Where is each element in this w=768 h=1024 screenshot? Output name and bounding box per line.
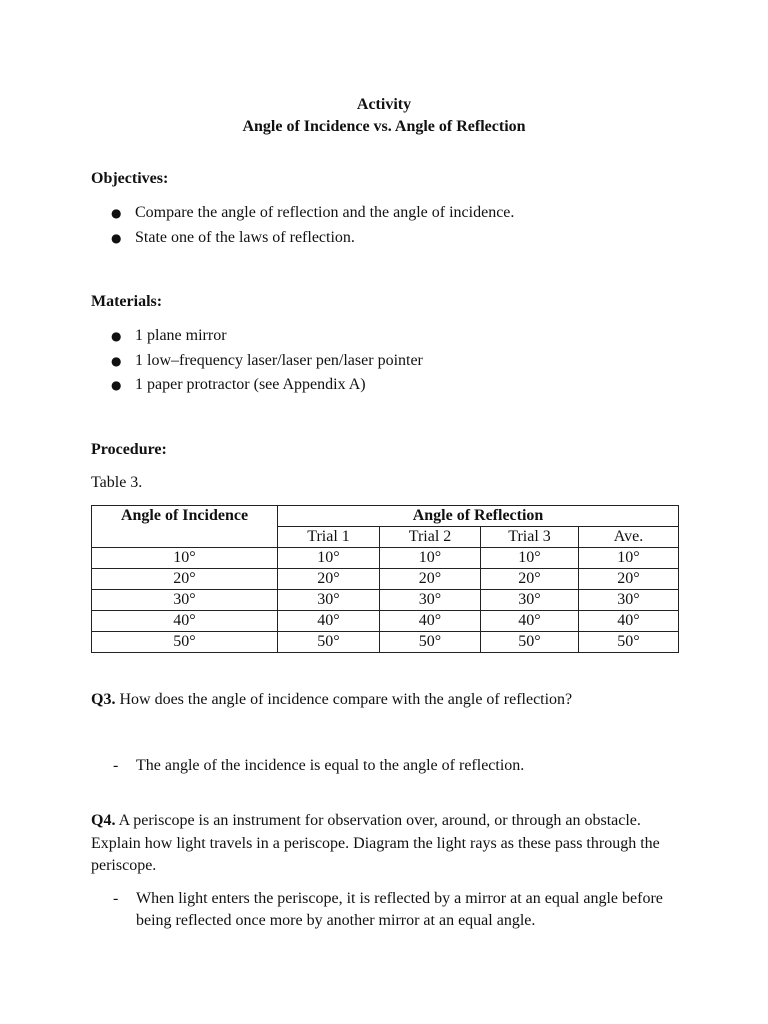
- table-cell: 10°: [278, 548, 380, 569]
- answer-dash: -: [113, 757, 119, 774]
- bullet-icon: ●: [111, 230, 122, 245]
- table-cell: 20°: [92, 569, 278, 590]
- list-item: [91, 201, 514, 226]
- table-cell: 30°: [579, 590, 679, 611]
- question-3: [91, 690, 691, 710]
- table-cell: 20°: [380, 569, 481, 590]
- objectives-heading: Objectives:: [91, 170, 169, 187]
- objectives-list: [91, 201, 514, 250]
- table-row: [92, 611, 679, 632]
- bullet-icon: ●: [111, 353, 122, 368]
- table-cell: 20°: [579, 569, 679, 590]
- table-cell: 50°: [481, 632, 579, 653]
- materials-heading: Materials:: [91, 293, 163, 310]
- table-cell: 20°: [481, 569, 579, 590]
- table-cell: 40°: [380, 611, 481, 632]
- list-item: [91, 324, 423, 349]
- question-text: How does the angle of incidence compare with the angle of reflection?: [115, 691, 573, 708]
- table-row: [92, 569, 679, 590]
- bullet-icon: ●: [111, 378, 122, 392]
- activity-subtitle: Angle of Incidence vs. Angle of Reflection: [242, 118, 526, 135]
- table-cell: 20°: [278, 569, 380, 590]
- material-text: 1 paper protractor (see Appendix A): [135, 376, 366, 393]
- table-cell: 50°: [579, 632, 679, 653]
- table-cell: 10°: [481, 548, 579, 569]
- list-item: [91, 349, 423, 374]
- table-header-row: [92, 506, 679, 527]
- table-cell: 50°: [92, 632, 278, 653]
- trial-header: Trial 3: [481, 527, 579, 548]
- question-label: Q3.: [91, 691, 116, 708]
- table-cell: 30°: [92, 590, 278, 611]
- table-cell: 40°: [579, 611, 679, 632]
- materials-list: [91, 324, 423, 398]
- answer-dash: -: [113, 890, 119, 907]
- incidence-header: Angle of Incidence: [92, 506, 278, 548]
- answer-4: [113, 888, 678, 932]
- table-row: [92, 590, 679, 611]
- objective-text: State one of the laws of reflection.: [135, 228, 355, 246]
- table-cell: 10°: [92, 548, 278, 569]
- list-item: [91, 226, 514, 251]
- table-row: [92, 548, 679, 569]
- table-cell: 50°: [278, 632, 380, 653]
- activity-title: Activity: [356, 96, 412, 113]
- average-header: Ave.: [579, 527, 679, 548]
- objective-text: Compare the angle of reflection and the angle of incidence.: [135, 204, 515, 221]
- table-cell: 40°: [92, 611, 278, 632]
- trial-header: Trial 1: [278, 527, 380, 548]
- table-cell: 10°: [579, 548, 679, 569]
- question-4: [91, 810, 681, 878]
- answer-3: [113, 756, 693, 776]
- table-caption: Table 3.: [91, 474, 143, 491]
- results-table: [91, 505, 679, 653]
- table-cell: 30°: [481, 590, 579, 611]
- answer-text: The angle of the incidence is equal to the angle of reflection.: [136, 757, 525, 774]
- list-item: [91, 373, 423, 398]
- table-cell: 10°: [380, 548, 481, 569]
- table-row: [92, 632, 679, 653]
- question-text: A periscope is an instrument for observation over, around, or through an obstacle. Explain how light travels in a periscope. Diagram the light rays as these pass through the periscope.: [91, 812, 660, 874]
- table-cell: 30°: [278, 590, 380, 611]
- table-cell: 40°: [278, 611, 380, 632]
- material-text: 1 plane mirror: [135, 327, 227, 344]
- table-cell: 50°: [380, 632, 481, 653]
- table-cell: 30°: [380, 590, 481, 611]
- material-text: 1 low–frequency laser/laser pen/laser pointer: [135, 351, 423, 369]
- reflection-header: Angle of Reflection: [278, 506, 679, 527]
- table-cell: 40°: [481, 611, 579, 632]
- bullet-icon: ●: [111, 329, 122, 343]
- answer-text: When light enters the periscope, it is reflected by a mirror at an equal angle before being reflected once more by another mirror at an equal angle.: [136, 890, 663, 929]
- title-block: [0, 94, 768, 138]
- question-label: Q4.: [91, 812, 116, 829]
- bullet-icon: ●: [111, 206, 122, 220]
- trial-header: Trial 2: [380, 527, 481, 548]
- procedure-heading: Procedure:: [91, 441, 167, 458]
